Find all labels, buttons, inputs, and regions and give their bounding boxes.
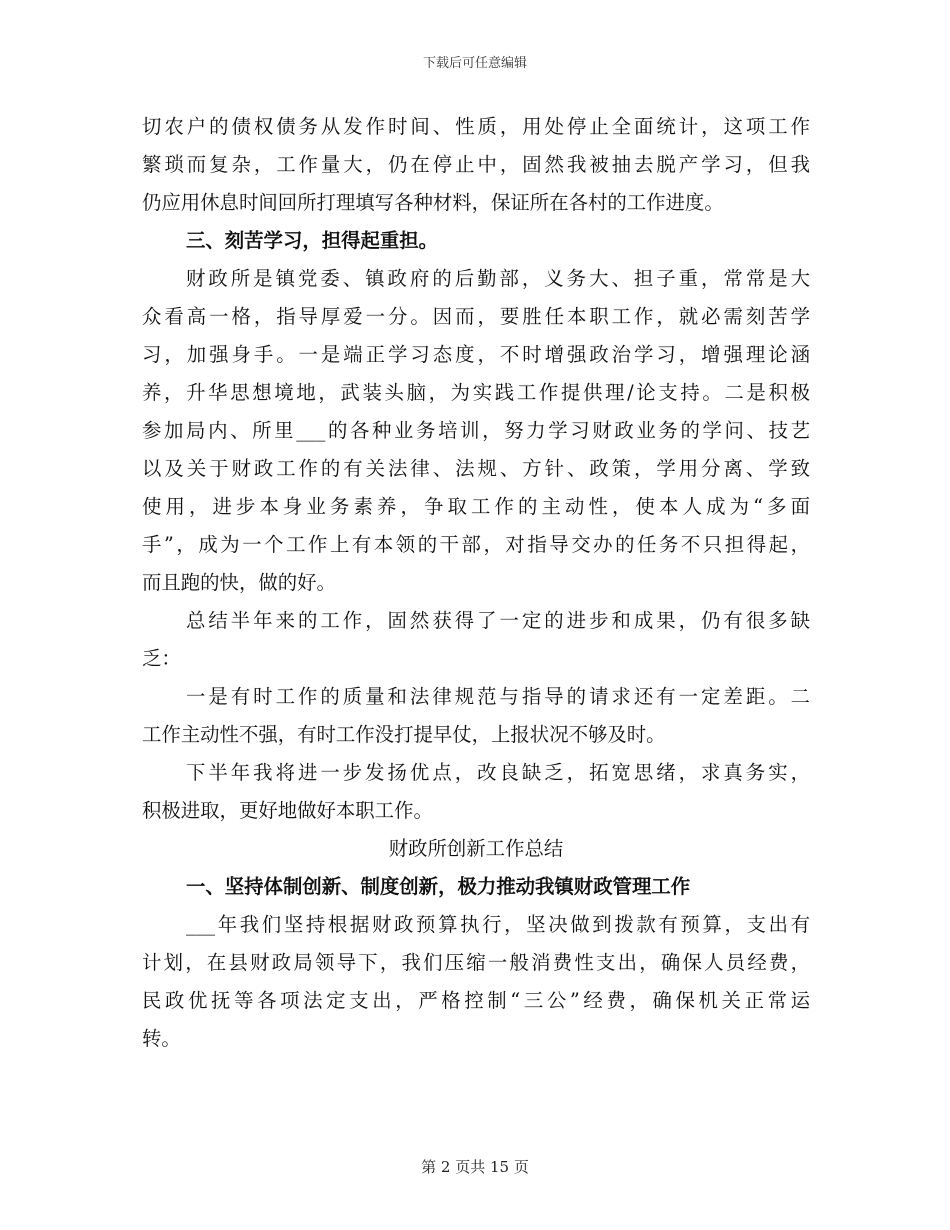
section-heading: 一、坚持体制创新、制度创新，极力推动我镇财政管理工作 <box>186 875 691 898</box>
paragraph-line: 转。 <box>142 1027 181 1050</box>
section-heading: 三、刻苦学习，担得起重担。 <box>186 229 439 252</box>
paragraph-line: 计划，在县财政局领导下，我们压缩一般消费性支出，确保人员经费， <box>142 951 810 974</box>
paragraph-line: 习，加强身手。一是端正学习态度，不时增强政治学习，增强理论涵 <box>142 343 810 366</box>
paragraph-line: 众看高一格，指导厚爱一分。因而，要胜任本职工作，就必需刻苦学 <box>142 305 810 328</box>
paragraph-line: 养，升华思想境地，武装头脑，为实践工作提供理/论支持。二是积极 <box>142 381 810 404</box>
paragraph-line: 财政所是镇党委、镇政府的后勤部，义务大、担子重，常常是大 <box>186 267 810 290</box>
document-body <box>142 108 810 1058</box>
paragraph-line: 一是有时工作的质量和法律规范与指导的请求还有一定差距。二 <box>186 685 810 708</box>
section-heading: 财政所创新工作总结 <box>388 837 564 860</box>
paragraph-line: 使用，进步本身业务素养，争取工作的主动性，使本人成为“多面 <box>142 495 810 518</box>
paragraph-line: 手”，成为一个工作上有本领的干部，对指导交办的任务不只担得起， <box>142 533 810 556</box>
paragraph-line: 总结半年来的工作，固然获得了一定的进步和成果，仍有很多缺 <box>186 609 810 632</box>
paragraph-line: 而且跑的快，做的好。 <box>142 571 336 594</box>
paragraph-line: 切农户的债权债务从发作时间、性质，用处停止全面统计，这项工作 <box>142 115 810 138</box>
page-header: 下载后可任意编辑 <box>422 56 527 71</box>
paragraph-line: 民政优抚等各项法定支出，严格控制“三公”经费，确保机关正常运 <box>142 989 810 1012</box>
paragraph-line: 繁琐而复杂，工作量大，仍在停止中，固然我被抽去脱产学习，但我 <box>142 153 810 176</box>
paragraph-line: 乏： <box>142 647 181 670</box>
paragraph-line: 积极进取，更好地做好本职工作。 <box>142 799 433 822</box>
paragraph-line: 下半年我将进一步发扬优点，改良缺乏，拓宽思绪，求真务实， <box>186 761 810 784</box>
page-footer: 第 2 页共 15 页 <box>421 1158 529 1176</box>
paragraph-line: 以及关于财政工作的有关法律、法规、方针、政策，学用分离、学致 <box>142 457 810 480</box>
paragraph-line: 参加局内、所里___的各种业务培训，努力学习财政业务的学问、技艺 <box>142 419 810 442</box>
paragraph-line: ___年我们坚持根据财政预算执行，坚决做到拨款有预算，支出有 <box>186 913 810 936</box>
paragraph-line: 仍应用休息时间回所打理填写各种材料，保证所在各村的工作进度。 <box>142 191 724 214</box>
paragraph-line: 工作主动性不强，有时工作没打提早仗，上报状况不够及时。 <box>142 723 666 746</box>
